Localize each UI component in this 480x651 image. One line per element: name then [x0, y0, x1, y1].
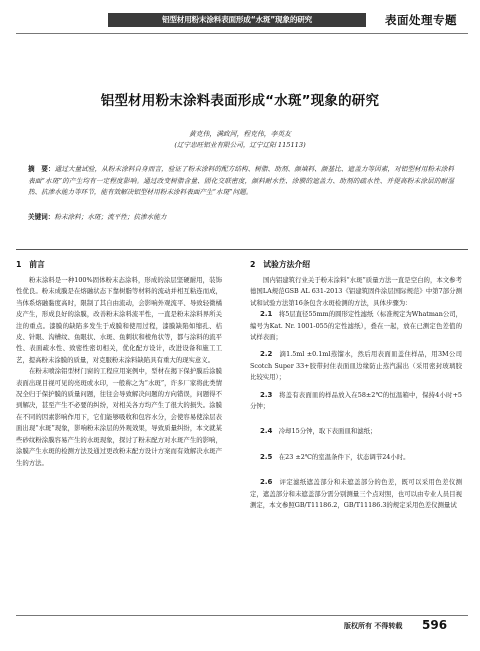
step-text: 冷却15分钟，取下表面皿和滤纸；: [278, 427, 377, 436]
step-text: 将盖有表面皿的样品放入在58±2℃的恒温箱中，保持4小时+5分钟；: [250, 390, 462, 411]
article-title: 铝型材用粉末涂料表面形成“水斑”现象的研究: [100, 93, 380, 109]
step-number: 2.6: [260, 478, 273, 487]
step-number: 2.4: [260, 427, 273, 436]
step-number: 2.2: [260, 350, 273, 359]
step-text: 在23 ±2℃的室温条件下，状态调节24小时。: [278, 452, 410, 461]
method-step: [250, 390, 462, 413]
section-heading-preface: 1 前言: [16, 260, 45, 269]
page-number: 596: [422, 618, 448, 632]
step-text: 评定滤纸遮盖部分和未遮盖部分的色差，既可以采用色差仪测定，遮盖部分和未遮盖部分需分别测量三个点对照，也可以由专业人员目视测定，本文参照GB/T11186.2，GB/T11186.3的规定采用色差仪测量试: [250, 478, 463, 510]
right-column: [250, 259, 462, 512]
step-number: 2.1: [260, 310, 273, 319]
abstract-label: 摘 要：: [28, 165, 55, 173]
abstract-text: 通过大量试验，从粉末涂料自身而言，验证了粉末涂料的配方结构、树脂、助剂、颜填料、颜基比、遮盖力等因素，对铝型材用粉末涂料表面“水斑”的产生均有一定程度影响。通过改变树脂含量、固化交联密度，颜料耐水性、涂膜的遮盖力、助剂的疏水性、并提高粉末涂层的耐湿热、抗渗水能力等环节，能有效解决铝型材用粉末涂料表面产生“水斑”问题。: [28, 165, 455, 197]
article-affiliation: (辽宁忠旺铝业有限公司，辽宁辽阳 115113): [174, 141, 306, 149]
paragraph: 国内铝建筑行业关于粉末涂料“水斑”质量方法一直是空白的，本文参考德国LA规范GSB AL 631-2013《铝建筑固件涂层国际规范》中第7部分测试和试验方法第16条包含水斑检测的方法，具体步骤为：: [250, 276, 462, 307]
section-heading-methods: 2 试验方法介绍: [250, 260, 311, 269]
method-step: [250, 309, 462, 343]
method-step: [250, 426, 462, 437]
step-text: 将5层直径55mm的圆形定性滤纸（标准规定为Whatman公司，编号为Kat. Nr. 1001-055的定性滤纸），叠在一起，放在已测定色差值的试样表面；: [250, 310, 463, 342]
method-step: [250, 349, 462, 383]
left-column: [16, 259, 222, 469]
running-header: [0, 6, 480, 30]
running-title: 铝型材用粉末涂料表面形成“水斑”现象的研究: [108, 13, 366, 27]
paragraph: 粉末涂料是一种100%固体粉末态涂料，形成的涂层坚硬耐用，装饰性优良。粉末成膜是在熔融状态下靠树脂等材料的流动并相互粘连而成，当体系熔融黏度高时，限制了其自由流动，会影响外观流平、导致轻微橘皮产生，形成良好的涂膜，改善粉末涂料流平性，一直是粉末涂料界所关注的重点。漆膜的缺陷多发生于成膜和使用过程，漆膜缺陷如缩孔、桔皮、针眼、沟槽纹、鱼眼状、水斑、鱼刺状和棱角状等，都与涂料的流平性、表面疏水性、致密性密切相关，优化配方设计，改进设备和施工工艺，提高粉末涂膜的质量，对克服粉末涂料缺陷具有重大的现实意义。: [16, 276, 222, 364]
footer-divider: [16, 615, 468, 616]
keywords-label: 关键词：: [28, 213, 55, 221]
header-divider: [16, 33, 468, 34]
abstract-divider: [16, 249, 468, 250]
paragraph: 在粉末喷涂铝型材门窗的工程应用案例中，型材在揭下保护膜后涂膜表面出现目视可见的亮斑或水印，一般称之为“水斑”，许多厂家将此类情况全归于保护膜的质量问题，往往会导致解决问题的方向错误，问题得不到解决，甚至产生不必要的纠纷，对相关各方均产生了很大的损失。涂膜在不同的因素影响作用下，它们能够吸收和包容水分，会使容易使涂层表面出现“水斑”现象，影响粉末涂层的外观效果，导致质量纠纷，本文就某些砂纹粉涂膜容易产生的水斑现象，探讨了粉末配方对水斑产生的影响，涂膜产生水斑的检测方法及通过更改粉末配方设计方案而有效解决水斑产生的方法。: [16, 367, 222, 467]
keywords-text: 粉末涂料；水斑；流平性；抗渗水能力: [54, 213, 167, 221]
article-authors: 黄克伟，满政河，程克伟，李英友: [189, 130, 291, 138]
step-number: 2.5: [260, 452, 273, 461]
abstract: [28, 164, 454, 199]
step-text: 滴1.5ml ±0.1ml蒸馏水，然后用表面皿盖住样品，用3M公司Scotch Super 33+胶带封住表面皿边缘防止蒸汽漏出（采用密封玻璃胶比较实用）；: [250, 350, 463, 382]
method-step: [250, 452, 462, 463]
keywords: [28, 212, 454, 223]
method-step: [250, 477, 462, 511]
copyright-note: 版权所有 不得转载: [344, 622, 403, 630]
section-label: 表面处理专题: [385, 13, 457, 27]
step-number: 2.3: [260, 390, 273, 399]
